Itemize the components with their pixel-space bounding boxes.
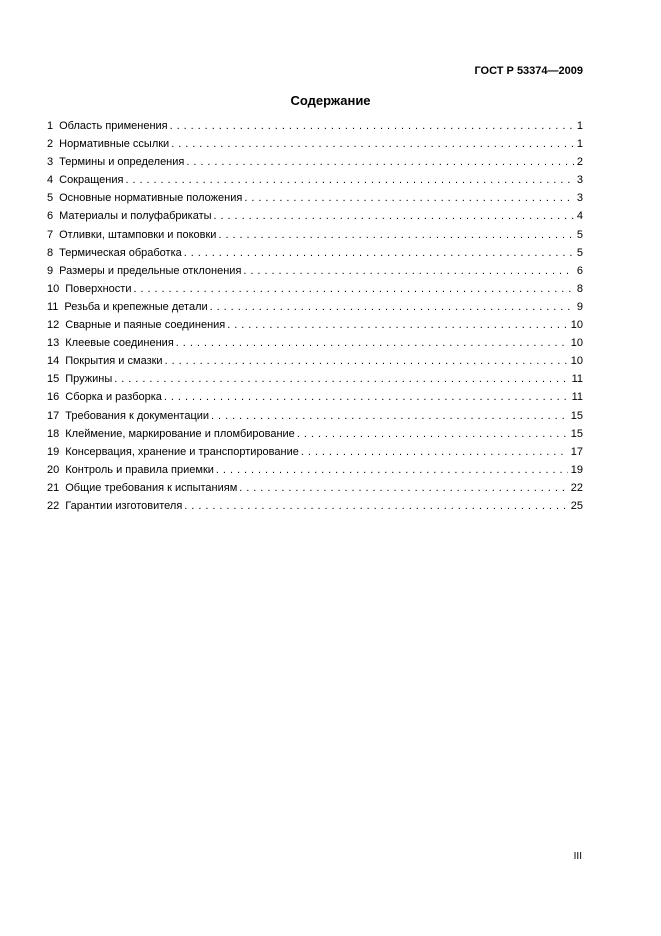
toc-entry-page: 4 [576, 210, 583, 223]
dot-leader [171, 138, 574, 150]
toc-entry-number: 2 [47, 138, 54, 151]
toc-entry-title: Основные нормативные положения [59, 192, 243, 205]
dot-leader [239, 482, 567, 494]
dot-leader [210, 301, 574, 313]
toc-entry-page: 10 [570, 319, 583, 332]
toc-entry-page: 1 [576, 120, 583, 132]
dot-leader [184, 500, 567, 512]
toc-entry [47, 446, 583, 464]
dot-leader [297, 428, 568, 440]
toc-entry [47, 156, 583, 174]
dot-leader [114, 373, 568, 385]
toc-entry-title: Общие требования к испытаниям [65, 481, 238, 494]
toc-entry-number: 6 [47, 210, 54, 223]
toc-entry [47, 428, 583, 446]
toc-entry-number: 12 [47, 319, 60, 332]
toc-entry-number: 22 [47, 499, 60, 512]
dot-leader [184, 247, 574, 259]
toc-entry-title: Клеевые соединения [65, 337, 174, 350]
dot-leader [133, 283, 573, 295]
toc-entry-page: 8 [576, 282, 583, 295]
toc-entry [47, 120, 583, 138]
toc-entry-title: Покрытия и смазки [65, 355, 163, 368]
toc-entry-page: 10 [570, 355, 583, 368]
toc-entry [47, 500, 583, 518]
dot-leader [170, 120, 574, 132]
toc-entry-page: 15 [570, 409, 583, 422]
toc-entry [47, 192, 583, 210]
toc-entry-number: 4 [47, 174, 54, 187]
dot-leader [164, 391, 569, 403]
toc-entry-page: 22 [570, 481, 583, 494]
toc-entry-number: 13 [47, 337, 60, 350]
standard-number: ГОСТ Р 53374—2009 [474, 65, 583, 77]
toc-entry [47, 174, 583, 192]
toc-entry-number: 7 [47, 228, 54, 241]
toc-entry-title: Нормативные ссылки [59, 138, 170, 151]
toc-entry-page: 9 [576, 300, 583, 313]
toc-entry [47, 482, 583, 500]
toc-entry-page: 25 [570, 499, 583, 512]
toc-entry-title: Размеры и предельные отклонения [59, 264, 242, 277]
toc-entry-page: 2 [576, 156, 583, 169]
toc-entry-number: 5 [47, 192, 54, 205]
toc-entry-page: 5 [576, 228, 583, 241]
toc-entry-page: 11 [571, 391, 583, 404]
toc-entry-title: Термины и определения [59, 156, 185, 169]
toc-entry-number: 9 [47, 264, 54, 277]
toc-entry-number: 17 [47, 409, 60, 422]
toc-entry [47, 210, 583, 228]
toc-entry-title: Область применения [59, 120, 168, 132]
toc-entry-page: 15 [570, 427, 583, 440]
toc-entry-title: Поверхности [65, 282, 132, 295]
toc-entry-number: 8 [47, 246, 54, 259]
toc-entry-number: 3 [47, 156, 54, 169]
page-title: Содержание [290, 93, 371, 108]
toc-entry-number: 20 [47, 463, 60, 476]
toc-entry-page: 5 [576, 246, 583, 259]
dot-leader [227, 319, 568, 331]
toc-entry [47, 391, 583, 409]
toc-entry-page: 19 [570, 463, 583, 476]
toc-entry-page: 10 [570, 337, 583, 350]
toc-entry [47, 464, 583, 482]
toc-entry-page: 1 [576, 138, 583, 151]
dot-leader [165, 355, 568, 367]
toc-entry-page: 11 [571, 373, 583, 386]
toc-entry [47, 265, 583, 283]
toc-entry-page: 3 [576, 192, 583, 205]
toc-entry-number: 19 [47, 445, 60, 458]
dot-leader [176, 337, 568, 349]
toc-entry [47, 373, 583, 391]
toc-entry-title: Резьба и крепежные детали [64, 300, 208, 313]
toc-entry-title: Сварные и паяные соединения [65, 319, 226, 332]
dot-leader [218, 229, 573, 241]
dot-leader [243, 265, 573, 277]
toc-entry-title: Сборка и разборка [65, 391, 162, 404]
toc-entry-number: 16 [47, 391, 60, 404]
toc-entry-number: 1 [47, 120, 54, 132]
toc-entry-title: Сокращения [59, 174, 124, 187]
toc-entry [47, 247, 583, 265]
dot-leader [301, 446, 568, 458]
toc-entry-page: 17 [570, 445, 583, 458]
toc-entry-title: Отливки, штамповки и поковки [59, 228, 217, 241]
toc-entry [47, 355, 583, 373]
dot-leader [211, 410, 568, 422]
table-of-contents [47, 120, 583, 518]
toc-entry-title: Клеймение, маркирование и пломбирование [65, 427, 295, 440]
toc-entry-title: Контроль и правила приемки [65, 463, 214, 476]
page-number: III [573, 851, 582, 862]
toc-entry [47, 319, 583, 337]
toc-entry [47, 301, 583, 319]
toc-entry-title: Требования к документации [65, 409, 210, 422]
toc-entry-page: 3 [576, 174, 583, 187]
toc-entry-number: 14 [47, 355, 60, 368]
toc-entry-number: 11 [47, 300, 59, 313]
dot-leader [214, 210, 574, 222]
toc-entry-title: Термическая обработка [59, 246, 182, 259]
toc-entry [47, 410, 583, 428]
toc-entry [47, 283, 583, 301]
toc-entry-title: Консервация, хранение и транспортирование [65, 445, 299, 458]
toc-entry-number: 10 [47, 282, 60, 295]
toc-entry-number: 21 [47, 481, 60, 494]
toc-entry-number: 18 [47, 427, 60, 440]
toc-entry-title: Материалы и полуфабрикаты [59, 210, 212, 223]
toc-entry-title: Пружины [65, 373, 113, 386]
toc-entry-title: Гарантии изготовителя [65, 499, 183, 512]
toc-entry-page: 6 [576, 264, 583, 277]
toc-entry-number: 15 [47, 373, 60, 386]
toc-entry [47, 138, 583, 156]
toc-entry [47, 229, 583, 247]
dot-leader [125, 174, 573, 186]
dot-leader [186, 156, 574, 168]
toc-entry [47, 337, 583, 355]
dot-leader [244, 192, 574, 204]
dot-leader [216, 464, 568, 476]
